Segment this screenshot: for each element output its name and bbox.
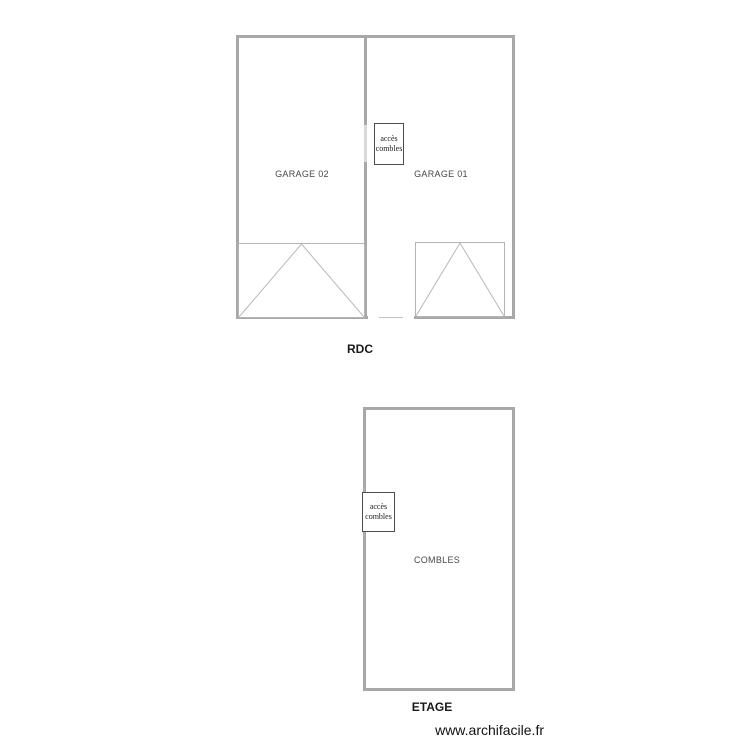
room-label-combles: COMBLES — [413, 555, 461, 565]
garage-door-swing-icon — [239, 244, 364, 317]
attic-access-label-line1: accès — [380, 134, 398, 143]
floor-title-etage: ETAGE — [411, 700, 453, 714]
rdc-bottom-wall-opening — [368, 315, 414, 321]
room-label-garage-01: GARAGE 01 — [414, 169, 468, 179]
rdc-partition-door-opening — [364, 125, 367, 162]
etage-outer-walls — [363, 407, 515, 691]
watermark-link[interactable]: www.archifacile.fr — [435, 722, 544, 738]
attic-access-label-line2: combles — [365, 512, 392, 521]
floor-title-rdc: RDC — [347, 342, 373, 356]
room-label-garage-02: GARAGE 02 — [275, 169, 329, 179]
attic-access-label-line2: combles — [375, 144, 403, 153]
garage-door-02 — [238, 243, 365, 318]
garage-door-01 — [415, 242, 505, 317]
attic-access-hatch-rdc — [374, 123, 404, 165]
rdc-partition-wall-upper — [364, 38, 367, 125]
attic-access-hatch-etage — [362, 492, 395, 532]
attic-access-label-line1: accès — [369, 502, 388, 511]
rdc-passage-line — [379, 317, 403, 318]
garage-door-swing-icon — [416, 243, 504, 316]
